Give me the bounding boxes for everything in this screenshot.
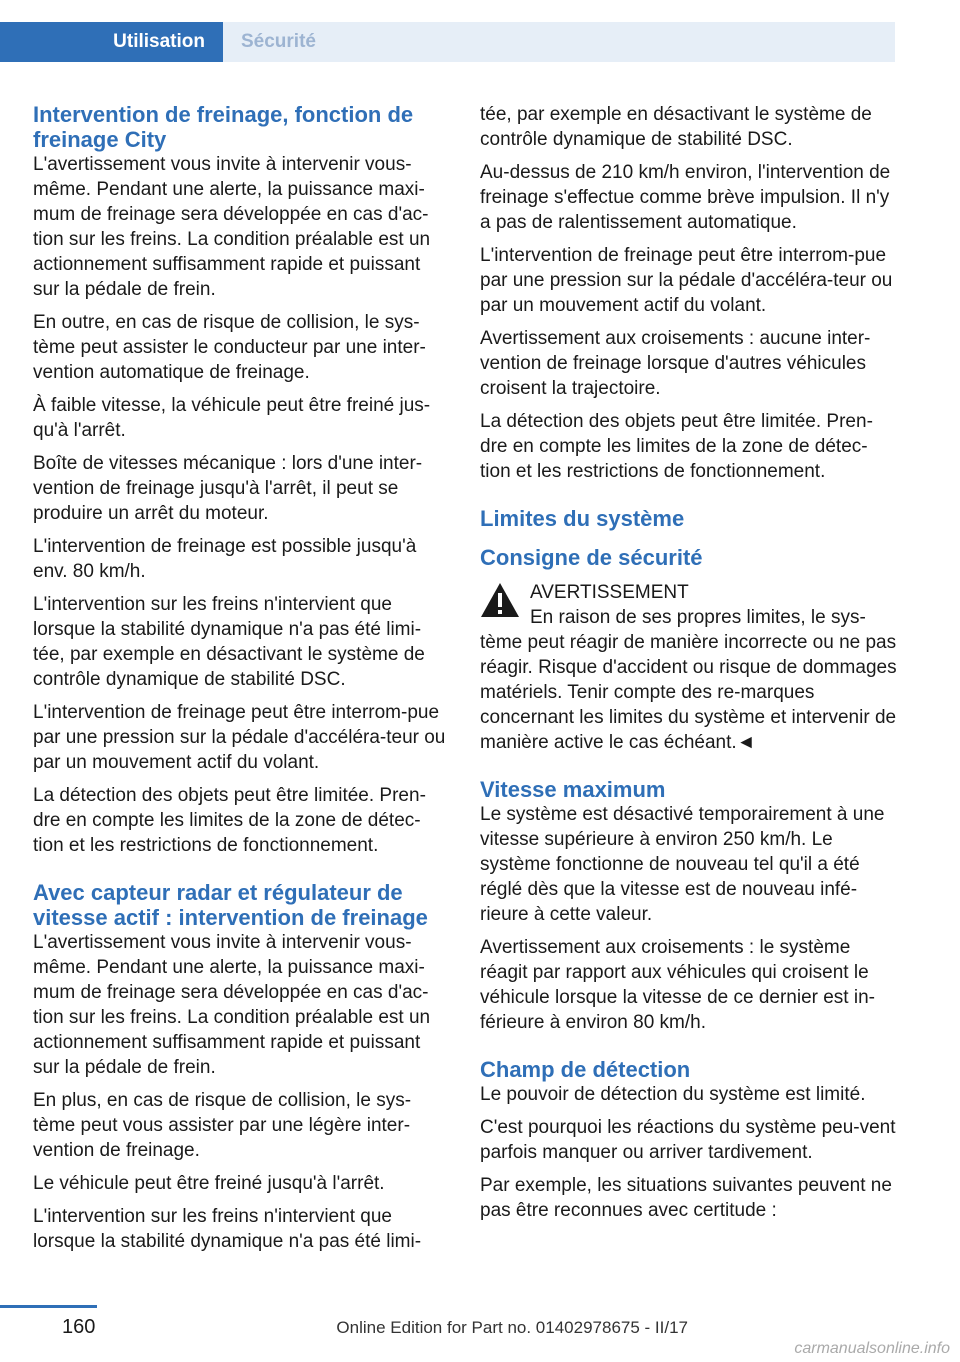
heading-freinage-city: Intervention de freinage, fonction de freinage City	[33, 102, 414, 152]
heading-limites-systeme: Limites du système	[480, 506, 685, 531]
paragraph: C'est pourquoi les réactions du système peu-vent parfois manquer ou arriver tardivement.	[480, 1117, 896, 1163]
tab-utilisation[interactable]: Utilisation	[0, 22, 223, 62]
paragraph: Par exemple, les situations suivantes peuvent ne pas être reconnues avec certitude :	[480, 1175, 892, 1221]
edition-note: Online Edition for Part no. 01402978675 - II/17	[336, 1318, 688, 1337]
paragraph: L'intervention de freinage peut être interrom-pue par une pression sur la pédale d'accéléra-teur ou par un mouvement actif du volant.	[33, 702, 446, 773]
heading-vitesse-maximum: Vitesse maximum	[480, 777, 666, 802]
heading-champ-detection: Champ de détection	[480, 1057, 691, 1082]
paragraph: En outre, en cas de risque de collision, le sys-tème peut assister le conducteur par une inter-vention automatique de freinage.	[33, 312, 426, 383]
heading-capteur-radar: Avec capteur radar et régulateur de vitesse actif : intervention de freinage	[33, 880, 428, 930]
paragraph: La détection des objets peut être limitée. Pren-dre en compte les limites de la zone de détec-tion et les restrictions de fonctionnement.	[33, 785, 426, 856]
paragraph: Avertissement aux croisements : le système réagit par rapport aux véhicules qui croisent le véhicule lorsque la vitesse de ce dernier est in-férieure à environ 80 km/h.	[480, 937, 875, 1033]
warning-box	[480, 580, 897, 605]
paragraph: L'intervention sur les freins n'intervient que lorsque la stabilité dynamique n'a pas été limi-tée, par exemple en désactivant le système de contrôle dynamique de stabilité DSC.	[33, 594, 425, 690]
paragraph: En plus, en cas de risque de collision, le sys-tème peut vous assister par une légère inter-vention de freinage.	[33, 1090, 412, 1161]
footer-rule	[0, 1305, 97, 1308]
right-column	[480, 102, 897, 1231]
warning-title: AVERTISSEMENT	[530, 582, 689, 603]
watermark: carmanualsonline.info	[794, 1340, 950, 1357]
heading-consigne-securite: Consigne de sécurité	[480, 545, 703, 570]
paragraph: tée, par exemple en désactivant le système de contrôle dynamique de stabilité DSC.	[480, 104, 872, 150]
paragraph: À faible vitesse, la véhicule peut être freiné jus-qu'à l'arrêt.	[33, 395, 431, 441]
warning-triangle-icon	[480, 582, 520, 618]
tab-securite[interactable]: Sécurité	[223, 22, 895, 62]
paragraph: L'intervention de freinage peut être interrom-pue par une pression sur la pédale d'accéléra-teur ou par un mouvement actif du volant.	[480, 245, 893, 316]
page-number: 160	[62, 1316, 96, 1338]
paragraph: L'avertissement vous invite à intervenir vous-même. Pendant une alerte, la puissance maxi-mum de freinage sera développée en cas d'ac-tion sur les freins. La condition préalable est un actionnement suffisamment rapide et puissant sur la pédale de frein.	[33, 154, 431, 300]
paragraph: La détection des objets peut être limitée. Pren-dre en compte les limites de la zone de détec-tion et les restrictions de fonctionnement.	[480, 411, 873, 482]
paragraph: Le système est désactivé temporairement à une vitesse supérieure à environ 250 km/h. Le système fonctionne de nouveau tel qu'il a été réglé dès que la vitesse est de nouveau infé-rieure à cette valeur.	[480, 804, 885, 925]
left-column	[33, 102, 450, 1262]
paragraph: Le pouvoir de détection du système est limité.	[480, 1084, 866, 1105]
paragraph: L'avertissement vous invite à intervenir vous-même. Pendant une alerte, la puissance maxi-mum de freinage sera développée en cas d'ac-tion sur les freins. La condition préalable est un actionnement suffisamment rapide et puissant sur la pédale de frein.	[33, 932, 431, 1078]
paragraph: Boîte de vitesses mécanique : lors d'une inter-vention de freinage jusqu'à l'arrêt, il peut se produire un arrêt du moteur.	[33, 453, 423, 524]
warning-text: En raison de ses propres limites, le sys-tème peut réagir de manière incorrecte ou ne pas réagir. Risque d'accident ou risque de dommages matériels. Tenir compte des re-marques concernant les limites du système et intervenir de manière active le cas échéant.◄	[480, 607, 897, 753]
paragraph: L'intervention sur les freins n'intervient que lorsque la stabilité dynamique n'a pas été limi-	[33, 1206, 422, 1252]
paragraph: L'intervention de freinage est possible jusqu'à env. 80 km/h.	[33, 536, 417, 582]
paragraph: Le véhicule peut être freiné jusqu'à l'arrêt.	[33, 1173, 385, 1194]
paragraph: Au-dessus de 210 km/h environ, l'intervention de freinage s'effectue comme brève impulsion. Il n'y a pas de ralentissement automatique.	[480, 162, 891, 233]
header-tabbar	[0, 22, 895, 62]
paragraph: Avertissement aux croisements : aucune inter-vention de freinage lorsque d'autres véhicules croisent la trajectoire.	[480, 328, 871, 399]
